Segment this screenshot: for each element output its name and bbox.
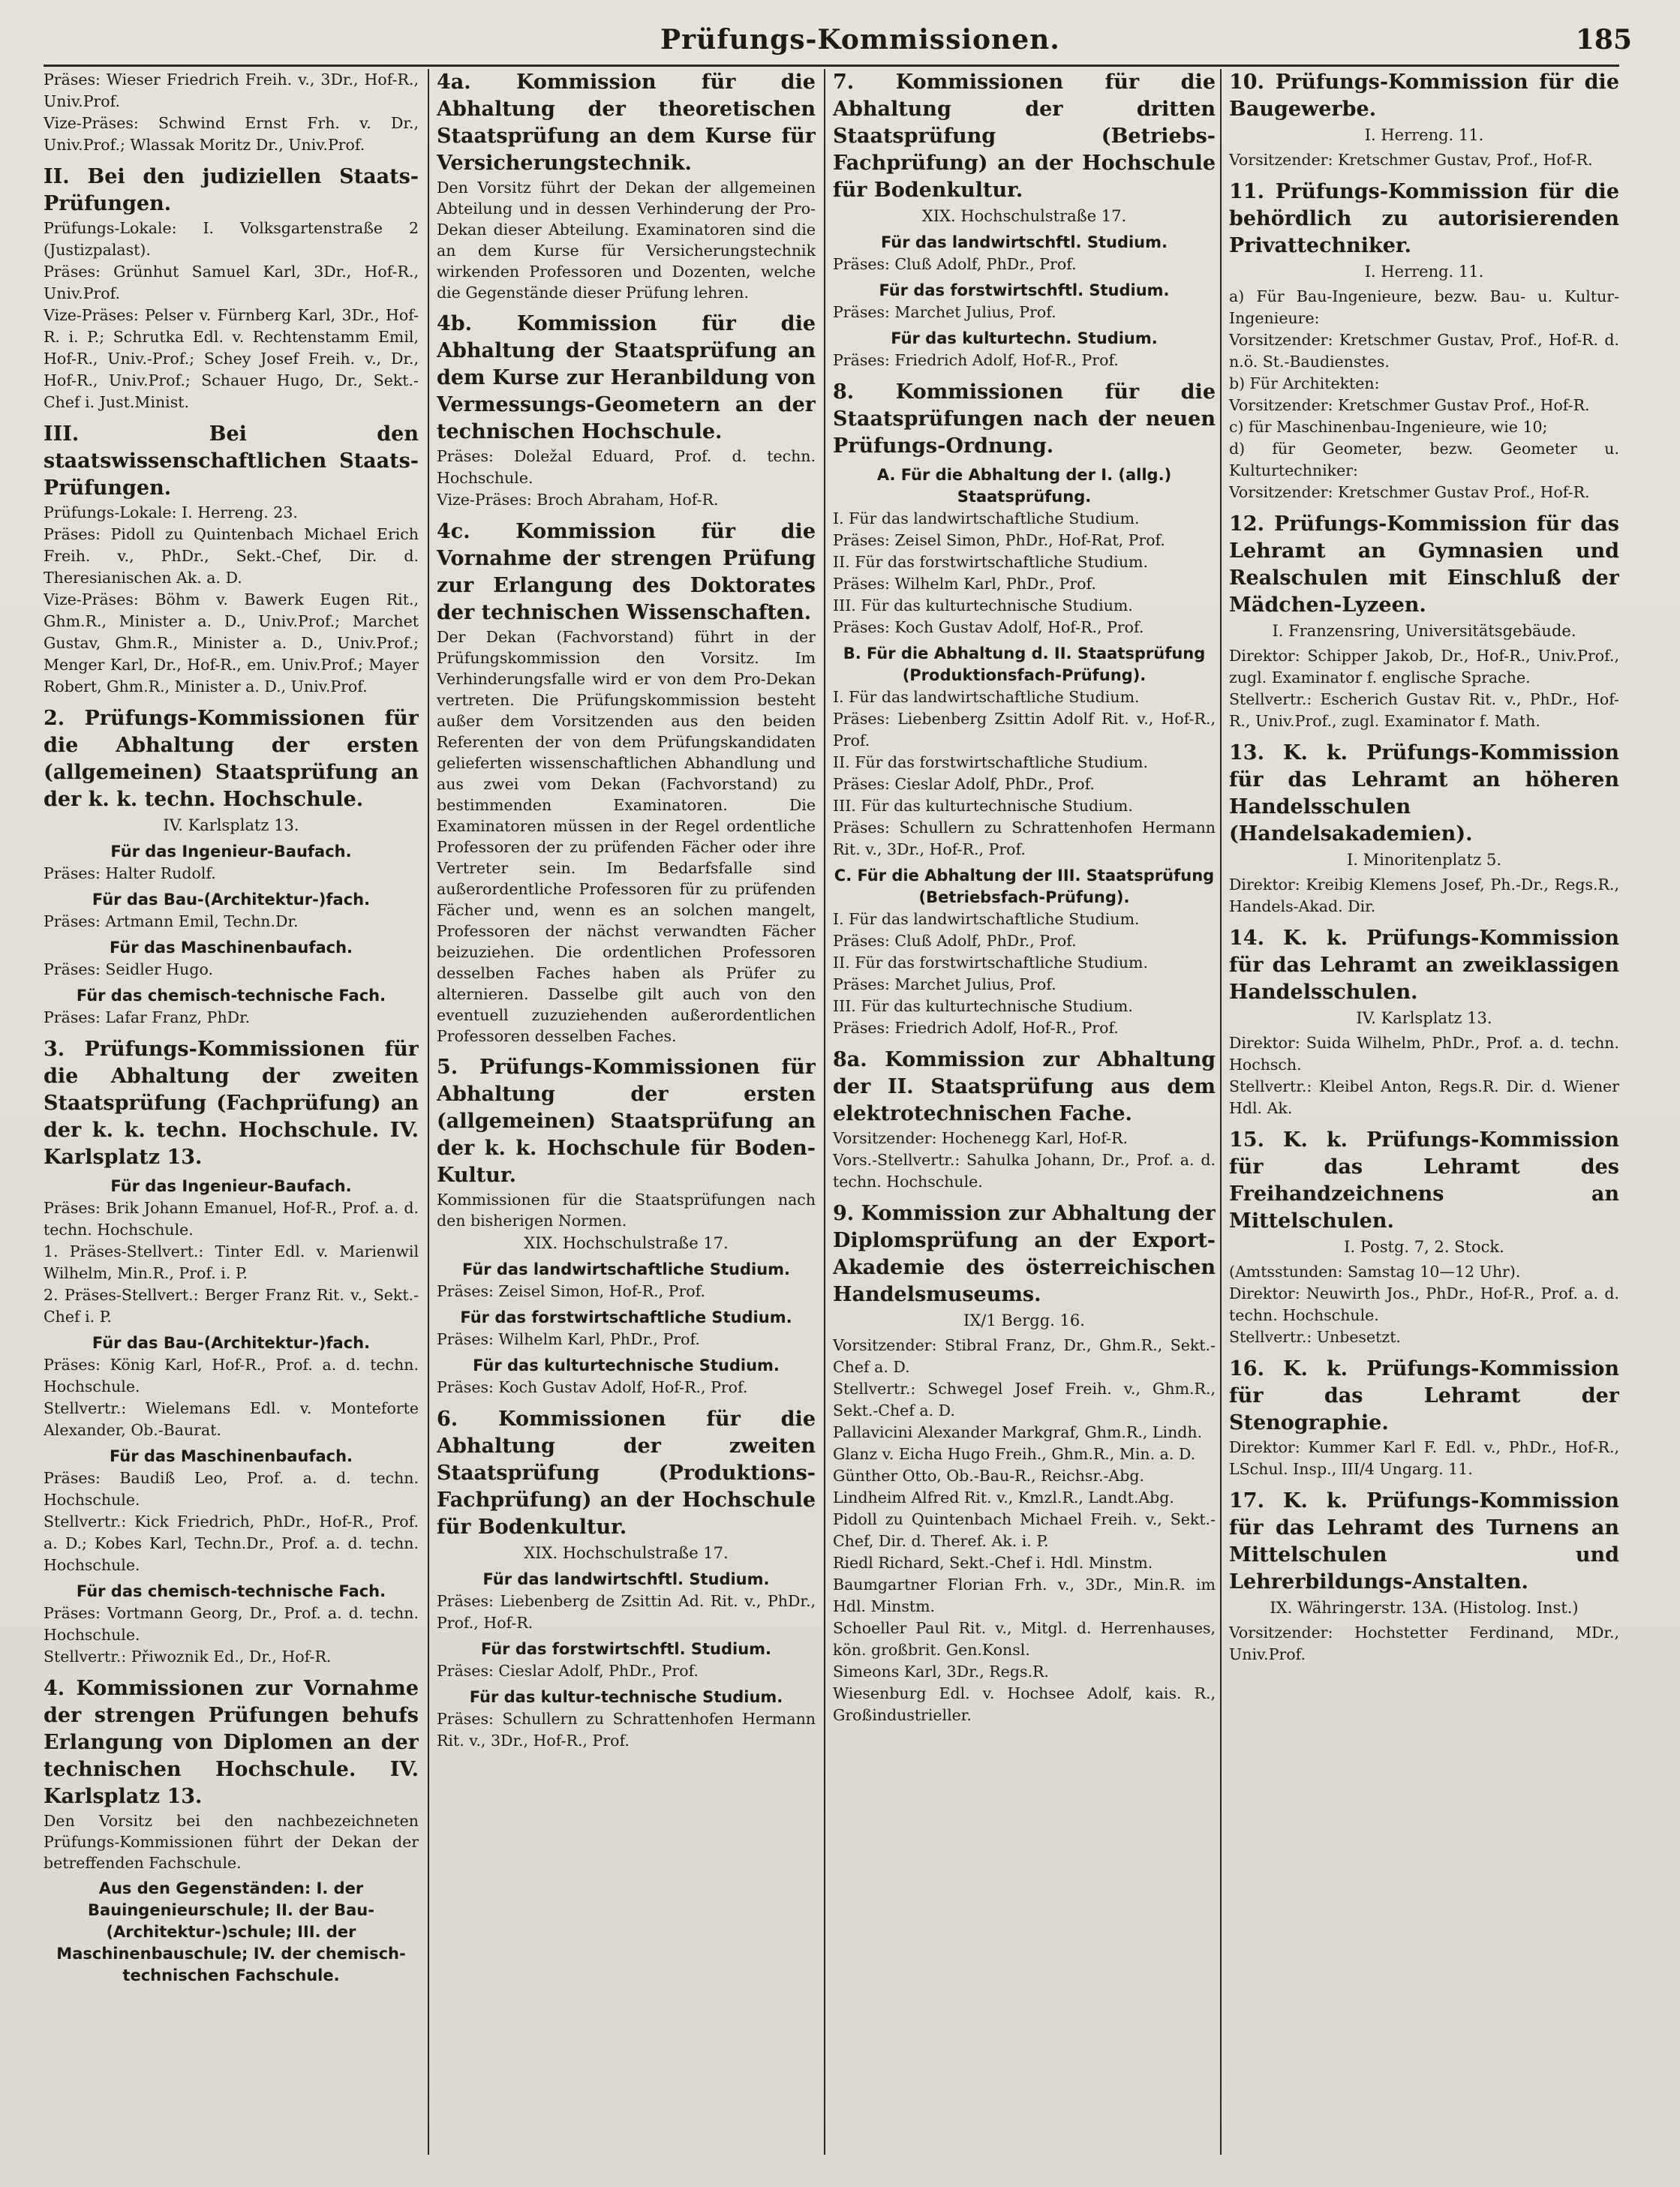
- section-heading: 17. K. k. Prüfungs-Kommission für das Lehramt des Turnens an Mittelschulen und Lehrerbildungs-Anstalten.: [1229, 1489, 1619, 1594]
- entry-line: Präses: Zeisel Simon, PhDr., Hof-Rat, Prof.: [833, 531, 1165, 549]
- section-paragraph: Den Vorsitz bei den nachbezeichneten Prüfungs-Kommissionen führt der Dekan der betreffenden Fachschule.: [44, 1812, 419, 1872]
- commission-section: [437, 69, 816, 303]
- entry-line: Pallavicini Alexander Markgraf, Ghm.R., Lindh.: [833, 1423, 1203, 1441]
- section-heading: 4b. Kommission für die Abhaltung der Staatsprüfung an dem Kurse zur Heranbildung von Vermessungs-Geometern an der technischen Hochschule.: [437, 312, 816, 443]
- section-heading: 4c. Kommission für die Vornahme der strengen Prüfung zur Erlangung des Doktorates der technischen Wissenschaften.: [437, 520, 816, 624]
- commission-section: [437, 518, 816, 1047]
- section-paragraph: Der Dekan (Fachvorstand) führt in der Prüfungskommission den Vorsitz. Im Verhinderungsfalle wird er von dem Pro-Dekan vertreten. Die Prüfungskommission besteht außer dem Vorsitzenden aus den beiden Referenten der von dem Prüfungskandidaten gelieferten wissenschaftlichen Abhandlung und aus zwei vom Dekan (Fachvorstand) zu bestimmenden Examinatoren. Die Examinatoren müssen in der Regel ordentliche Professoren der zu prüfenden Fächer oder ihre Vertreter sein. Im Bedarfsfalle sind außerordentliche Professoren für zu prüfenden Fächer und, wenn es an solchen mangelt, Professoren der nächst verwandten Fächer beizuziehen. Die ordentlichen Professoren desselben Faches haben als Prüfer zu alternieren. Dasselbe gilt auch von den eventuell zuzuziehenden außerordentlichen Professoren desselben Faches.: [437, 628, 816, 1045]
- page-title: Prüfungs-Kommissionen.: [660, 24, 1060, 56]
- entry-line: Präses: Marchet Julius, Prof.: [833, 975, 1056, 993]
- entry-line: Präses: Cieslar Adolf, PhDr., Prof.: [437, 1662, 699, 1680]
- subsection-heading: Für das Ingenieur-Baufach.: [110, 1177, 352, 1195]
- entry-line: Vize-Präses: Broch Abraham, Hof-R.: [437, 491, 719, 509]
- entry-line: Pidoll zu Quintenbach Michael Freih. v., Sekt.-Chef, Dir. d. Theref. Ak. i. P.: [833, 1510, 1216, 1550]
- entry-line: II. Für das forstwirtschaftliche Studium.: [833, 954, 1148, 972]
- section-address: IV. Karlsplatz 13.: [163, 816, 299, 834]
- column-4: [1229, 69, 1619, 2162]
- entry-line: b) Für Architekten:: [1229, 374, 1380, 392]
- commission-section: [1229, 1356, 1619, 1480]
- section-address: I. Herreng. 11.: [1364, 263, 1484, 281]
- subsection-heading: Für das Ingenieur-Baufach.: [110, 843, 352, 861]
- entry-line: II. Für das forstwirtschaftliche Studium.: [833, 553, 1148, 571]
- section-address: XIX. Hochschulstraße 17.: [921, 207, 1127, 225]
- entry-line: Vors.-Stellvertr.: Sahulka Johann, Dr., Prof. a. d. techn. Hochschule.: [833, 1151, 1216, 1191]
- subsection-heading: Für das kulturtechnische Studium.: [473, 1356, 780, 1374]
- entry-line: Präses: Cluß Adolf, PhDr., Prof.: [833, 255, 1077, 273]
- column-divider: [824, 69, 825, 2155]
- entry-line: Schoeller Paul Rit. v., Mitgl. d. Herrenhauses, kön. großbrit. Gen.Konsl.: [833, 1619, 1216, 1659]
- subsection-heading: A. Für die Abhaltung der I. (allg.) Staatsprüfung.: [876, 466, 1172, 506]
- entry-line: Vize-Präses: Schwind Ernst Frh. v. Dr., Univ.Prof.; Wlassak Moritz Dr., Univ.Prof.: [44, 114, 419, 154]
- subsection-heading: Für das kultur-technische Studium.: [469, 1688, 783, 1706]
- section-address: I. Postg. 7, 2. Stock.: [1344, 1238, 1504, 1256]
- commission-section: [833, 69, 1216, 371]
- subsection-heading: Für das landwirtschftl. Studium.: [881, 233, 1168, 251]
- entry-line: Präses: Schullern zu Schrattenhofen Hermann Rit. v., 3Dr., Hof-R., Prof.: [833, 819, 1216, 858]
- section-address: XIX. Hochschulstraße 17.: [524, 1544, 729, 1562]
- entry-line: a) Für Bau-Ingenieure, bezw. Bau- u. Kultur-Ingenieure:: [1229, 287, 1619, 327]
- section-heading: 8. Kommissionen für die Staatsprüfungen nach der neuen Prüfungs-Ordnung.: [833, 380, 1216, 458]
- section-heading: 12. Prüfungs-Kommission für das Lehramt an Gymnasien und Realschulen mit Einschluß der Mädchen-Lyzeen.: [1229, 512, 1619, 617]
- subsection-heading: Für das Maschinenbaufach.: [109, 1447, 353, 1465]
- section-heading: 9. Kommission zur Abhaltung der Diplomsprüfung an der Export-Akademie des österreichischen Handelsmuseums.: [833, 1202, 1216, 1306]
- entry-line: Präses: Grünhut Samuel Karl, 3Dr., Hof-R., Univ.Prof.: [44, 263, 419, 302]
- section-heading: 10. Prüfungs-Kommission für die Baugewerbe.: [1229, 71, 1619, 121]
- entry-line: Präses: Koch Gustav Adolf, Hof-R., Prof.: [833, 618, 1144, 636]
- subsection-heading: Für das Maschinenbaufach.: [109, 939, 353, 957]
- subsection-heading: Für das chemisch-technische Fach.: [76, 1582, 386, 1600]
- entry-line: Präses: Zeisel Simon, Hof-R., Prof.: [437, 1282, 705, 1300]
- entry-line: Direktor: Neuwirth Jos., PhDr., Hof-R., Prof. a. d. techn. Hochschule.: [1229, 1284, 1619, 1324]
- section-heading: 2. Prüfungs-Kommissionen für die Abhaltung der ersten (allgemeinen) Staatsprüfung an der k. k. techn. Hochschule.: [44, 707, 419, 811]
- entry-line: Präses: Koch Gustav Adolf, Hof-R., Prof.: [437, 1378, 748, 1396]
- page-number: 185: [1575, 24, 1632, 56]
- entry-line: 1. Präses-Stellvert.: Tinter Edl. v. Marienwil Wilhelm, Min.R., Prof. i. P.: [44, 1242, 419, 1282]
- entry-line: Präses: Marchet Julius, Prof.: [833, 303, 1056, 321]
- section-address: IV. Karlsplatz 13.: [1356, 1009, 1492, 1027]
- entry-line: Präses: Lafar Franz, PhDr.: [44, 1008, 251, 1026]
- commission-section: [1229, 925, 1619, 1119]
- column-divider: [428, 69, 429, 2155]
- section-paragraph: Den Vorsitz führt der Dekan der allgemeinen Abteilung und in dessen Verhinderung der Pro-Dekan dieser Abteilung. Examinatoren sind die an dem Kurse für Versicherungstechnik wirkenden Professoren und Dozenten, welche die Gegenstände dieser Prüfung lehren.: [437, 179, 816, 302]
- subsection-heading: C. Für die Abhaltung der III. Staatsprüfung (Betriebsfach-Prüfung).: [834, 867, 1215, 906]
- commission-section: [1229, 1127, 1619, 1348]
- commission-section: [44, 164, 419, 413]
- column-divider: [1220, 69, 1222, 2155]
- section-address: I. Herreng. 11.: [1364, 126, 1484, 144]
- section-heading: III. Bei den staatswissenschaftlichen Staats-Prüfungen.: [44, 422, 419, 500]
- section-address: I. Franzensring, Universitätsgebäude.: [1272, 622, 1576, 640]
- entry-line: II. Für das forstwirtschaftliche Studium.: [833, 753, 1148, 771]
- commission-section: [437, 1406, 816, 1752]
- section-address: XIX. Hochschulstraße 17.: [524, 1234, 729, 1252]
- commission-section: [1229, 1488, 1619, 1666]
- entry-line: Direktor: Kreibig Klemens Josef, Ph.-Dr., Regs.R., Handels-Akad. Dir.: [1229, 876, 1619, 915]
- entry-line: Direktor: Suida Wilhelm, PhDr., Prof. a. d. techn. Hochsch.: [1229, 1034, 1619, 1074]
- section-heading: 4. Kommissionen zur Vornahme der strengen Prüfungen behufs Erlangung von Diplomen an der technischen Hochschule. IV. Karlsplatz 13.: [44, 1677, 419, 1808]
- entry-line: Stellvertr.: Escherich Gustav Rit. v., PhDr., Hof-R., Univ.Prof., zugl. Examinator f. Math.: [1229, 690, 1619, 730]
- entry-line: Präses: Baudiß Leo, Prof. a. d. techn. Hochschule.: [44, 1469, 419, 1509]
- subsection-heading: Für das Bau-(Architektur-)fach.: [92, 1334, 371, 1352]
- commission-section: [833, 379, 1216, 1039]
- section-heading: 13. K. k. Prüfungs-Kommission für das Lehramt an höheren Handelsschulen (Handelsakademien).: [1229, 741, 1619, 846]
- entry-line: Wiesenburg Edl. v. Hochsee Adolf, kais. R., Großindustrieller.: [833, 1684, 1216, 1724]
- section-heading: 7. Kommissionen für die Abhaltung der dritten Staatsprüfung (Betriebs-Fachprüfung) an der Hochschule für Bodenkultur.: [833, 71, 1216, 202]
- entry-line: III. Für das kulturtechnische Studium.: [833, 596, 1133, 614]
- subsection-heading: Für das chemisch-technische Fach.: [76, 987, 386, 1005]
- entry-line: Direktor: Schipper Jakob, Dr., Hof-R., Univ.Prof., zugl. Examinator f. englische Sprache.: [1229, 647, 1619, 686]
- section-heading: 4a. Kommission für die Abhaltung der theoretischen Staatsprüfung an dem Kurse für Versicherungstechnik.: [437, 71, 816, 175]
- entry-line: (Amtsstunden: Samstag 10—12 Uhr).: [1229, 1263, 1521, 1281]
- section-heading: 3. Prüfungs-Kommissionen für die Abhaltung der zweiten Staatsprüfung (Fachprüfung) an der k. k. techn. Hochschule. IV. Karlsplatz 13.: [44, 1038, 419, 1169]
- section-heading: 11. Prüfungs-Kommission für die behördlich zu autorisierenden Privattechniker.: [1229, 180, 1619, 257]
- entry-line: Vize-Präses: Böhm v. Bawerk Eugen Rit., Ghm.R., Minister a. D., Univ.Prof.; Marchet Gustav, Ghm.R., Minister a. D., Univ.Prof.; Menger Karl, Dr., Hof-R., em. Univ.Prof.; Mayer Robert, Ghm.R., Minister a. D., Univ.Prof.: [44, 590, 419, 695]
- entry-line: Präses: Doležal Eduard, Prof. d. techn. Hochschule.: [437, 447, 816, 487]
- entry-line: III. Für das kulturtechnische Studium.: [833, 797, 1133, 815]
- commission-section: [44, 705, 419, 1029]
- entry-line: Vorsitzender: Hochenegg Karl, Hof-R.: [833, 1129, 1129, 1147]
- entry-line: Stellvertr.: Schwegel Josef Freih. v., Ghm.R., Sekt.-Chef a. D.: [833, 1380, 1216, 1419]
- section-address: IX. Währingerstr. 13A. (Histolog. Inst.): [1270, 1599, 1579, 1617]
- entry-line: Präses: Liebenberg de Zsittin Ad. Rit. v., PhDr., Prof., Hof-R.: [437, 1592, 816, 1632]
- entry-line: Stellvertr.: Přiwoznik Ed., Dr., Hof-R.: [44, 1648, 332, 1666]
- entry-line: Stellvertr.: Kick Friedrich, PhDr., Hof-R., Prof. a. D.; Kobes Karl, Techn.Dr., Prof. a. d. techn. Hochschule.: [44, 1513, 419, 1574]
- commission-section: [437, 311, 816, 511]
- commission-section: [1229, 179, 1619, 503]
- entry-line: I. Für das landwirtschaftliche Studium.: [833, 688, 1140, 706]
- entry-line: I. Für das landwirtschaftliche Studium.: [833, 509, 1140, 527]
- entry-line: Riedl Richard, Sekt.-Chef i. Hdl. Minstm.: [833, 1554, 1153, 1572]
- section-heading: 14. K. k. Prüfungs-Kommission für das Lehramt an zweiklassigen Handelsschulen.: [1229, 927, 1619, 1004]
- commission-section: [44, 69, 419, 156]
- entry-line: Stellvertr.: Wielemans Edl. v. Monteforte Alexander, Ob.-Baurat.: [44, 1399, 419, 1439]
- entry-line: Präses: Halter Rudolf.: [44, 864, 216, 882]
- section-heading: 6. Kommissionen für die Abhaltung der zweiten Staatsprüfung (Produktions-Fachprüfung) an der Hochschule für Bodenkultur.: [437, 1407, 816, 1539]
- commission-section: [44, 1036, 419, 1668]
- entry-line: Stellvertr.: Unbesetzt.: [1229, 1328, 1401, 1346]
- entry-line: Präses: Brik Johann Emanuel, Hof-R., Prof. a. d. techn. Hochschule.: [44, 1199, 419, 1239]
- entry-line: Präses: Friedrich Adolf, Hof-R., Prof.: [833, 351, 1119, 369]
- commission-section: [44, 1675, 419, 1987]
- entry-line: Präses: Schullern zu Schrattenhofen Hermann Rit. v., 3Dr., Hof-R., Prof.: [437, 1710, 816, 1750]
- entry-line: Präses: König Karl, Hof-R., Prof. a. d. techn. Hochschule.: [44, 1356, 419, 1395]
- entry-line: I. Für das landwirtschaftliche Studium.: [833, 910, 1140, 928]
- section-heading: 8a. Kommission zur Abhaltung der II. Staatsprüfung aus dem elektrotechnischen Fache.: [833, 1048, 1216, 1125]
- entry-line: Präses: Artmann Emil, Techn.Dr.: [44, 912, 299, 930]
- entry-line: Simeons Karl, 3Dr., Regs.R.: [833, 1663, 1049, 1681]
- entry-line: c) für Maschinenbau-Ingenieure, wie 10;: [1229, 418, 1548, 436]
- entry-line: Präses: Seidler Hugo.: [44, 960, 213, 978]
- commission-section: [833, 1047, 1216, 1193]
- entry-line: Vorsitzender: Kretschmer Gustav, Prof., Hof-R. d. n.ö. St.-Baudienstes.: [1229, 331, 1619, 371]
- section-address: I. Minoritenplatz 5.: [1346, 851, 1502, 869]
- subsection-heading: Für das Bau-(Architektur-)fach.: [92, 891, 371, 909]
- entry-line: Präses: Liebenberg Zsittin Adolf Rit. v., Hof-R., Prof.: [833, 710, 1216, 750]
- column-2: [437, 69, 816, 2162]
- subsection-heading: Für das landwirtschftl. Studium.: [482, 1570, 770, 1588]
- subsection-heading: Für das forstwirtschftl. Studium.: [879, 281, 1170, 299]
- entry-line: Vorsitzender: Kretschmer Gustav Prof., Hof-R.: [1229, 483, 1590, 501]
- entry-line: Vorsitzender: Kretschmer Gustav Prof., Hof-R.: [1229, 396, 1590, 414]
- column-3: [833, 69, 1216, 2162]
- entry-line: Vorsitzender: Kretschmer Gustav, Prof., Hof-R.: [1229, 151, 1593, 169]
- subsection-heading: Für das kulturtechn. Studium.: [891, 329, 1158, 347]
- commission-section: [44, 421, 419, 698]
- commission-section: [833, 1200, 1216, 1726]
- entry-line: Präses: Wieser Friedrich Freih. v., 3Dr., Hof-R., Univ.Prof.: [44, 71, 419, 110]
- entry-line: Prüfungs-Lokale: I. Herreng. 23.: [44, 503, 298, 521]
- commission-section: [1229, 740, 1619, 918]
- subsection-heading: Für das forstwirtschaftliche Studium.: [460, 1308, 792, 1326]
- entry-line: Präses: Cieslar Adolf, PhDr., Prof.: [833, 775, 1095, 793]
- entry-line: Baumgartner Florian Frh. v., 3Dr., Min.R. im Hdl. Minstm.: [833, 1576, 1216, 1615]
- entry-line: Direktor: Kummer Karl F. Edl. v., PhDr., Hof-R., LSchul. Insp., III/4 Ungarg. 11.: [1229, 1438, 1619, 1478]
- section-heading: 16. K. k. Prüfungs-Kommission für das Lehramt der Stenographie.: [1229, 1357, 1619, 1434]
- commission-section: [437, 1054, 816, 1398]
- header-rule: [44, 65, 1619, 67]
- section-address: IX/1 Bergg. 16.: [963, 1311, 1085, 1329]
- entry-line: Vize-Präses: Pelser v. Fürnberg Karl, 3Dr., Hof-R. i. P.; Schrutka Edl. v. Rechtenstamm Emil, Hof-R., Univ.-Prof.; Schey Josef Freih. v., Dr., Hof-R., Univ.Prof.; Schauer Hugo, Dr., Sekt.-Chef i. Just.Minist.: [44, 306, 419, 411]
- entry-line: Prüfungs-Lokale: I. Volksgartenstraße 2 (Justizpalast).: [44, 219, 419, 259]
- entry-line: 2. Präses-Stellvert.: Berger Franz Rit. v., Sekt.-Chef i. P.: [44, 1286, 419, 1326]
- subsection-heading: B. Für die Abhaltung d. II. Staatsprüfung (Produktionsfach-Prüfung).: [843, 644, 1206, 684]
- section-heading: 15. K. k. Prüfungs-Kommission für das Lehramt des Freihandzeichnens an Mittelschulen.: [1229, 1128, 1619, 1233]
- entry-line: Präses: Wilhelm Karl, PhDr., Prof.: [437, 1330, 700, 1348]
- column-1: [44, 69, 419, 2162]
- section-heading: 5. Prüfungs-Kommissionen für Abhaltung der ersten (allgemeinen) Staatsprüfung an der k. k. Hochschule für Boden-Kultur.: [437, 1056, 816, 1187]
- entry-line: Günther Otto, Ob.-Bau-R., Reichsr.-Abg.: [833, 1467, 1144, 1485]
- entry-line: Vorsitzender: Hochstetter Ferdinand, MDr., Univ.Prof.: [1229, 1624, 1619, 1663]
- entry-line: Glanz v. Eicha Hugo Freih., Ghm.R., Min. a. D.: [833, 1445, 1196, 1463]
- entry-line: Vorsitzender: Stibral Franz, Dr., Ghm.R., Sekt.-Chef a. D.: [833, 1336, 1216, 1376]
- entry-line: Stellvertr.: Kleibel Anton, Regs.R. Dir. d. Wiener Hdl. Ak.: [1229, 1077, 1619, 1117]
- entry-line: Präses: Wilhelm Karl, PhDr., Prof.: [833, 575, 1096, 593]
- subsection-heading: Für das landwirtschaftliche Studium.: [461, 1260, 791, 1278]
- subsection-heading: Für das forstwirtschftl. Studium.: [480, 1640, 772, 1658]
- entry-line: Präses: Pidoll zu Quintenbach Michael Erich Freih. v., PhDr., Sekt.-Chef, Dir. d. Theresianischen Ak. a. D.: [44, 525, 419, 587]
- entry-line: Lindheim Alfred Rit. v., Kmzl.R., Landt.Abg.: [833, 1489, 1174, 1507]
- section-note: Kommissionen für die Staatsprüfungen nach den bisherigen Normen.: [437, 1191, 816, 1230]
- entry-line: III. Für das kulturtechnische Studium.: [833, 997, 1133, 1015]
- section-heading: II. Bei den judiziellen Staats-Prüfungen.: [44, 165, 419, 215]
- page-header: [0, 21, 1680, 63]
- entry-line: d) für Geometer, bezw. Geometer u. Kulturtechniker:: [1229, 440, 1619, 479]
- subsection-heading: Aus den Gegenständen: I. der Bauingenieurschule; II. der Bau-(Architektur-)schule; III. der Maschinenbauschule; IV. der chemisch-technischen Fachschule.: [56, 1879, 406, 1984]
- entry-line: Präses: Cluß Adolf, PhDr., Prof.: [833, 932, 1077, 950]
- commission-section: [1229, 511, 1619, 732]
- entry-line: Präses: Friedrich Adolf, Hof-R., Prof.: [833, 1019, 1119, 1037]
- entry-line: Präses: Vortmann Georg, Dr., Prof. a. d. techn. Hochschule.: [44, 1604, 419, 1644]
- commission-section: [1229, 69, 1619, 171]
